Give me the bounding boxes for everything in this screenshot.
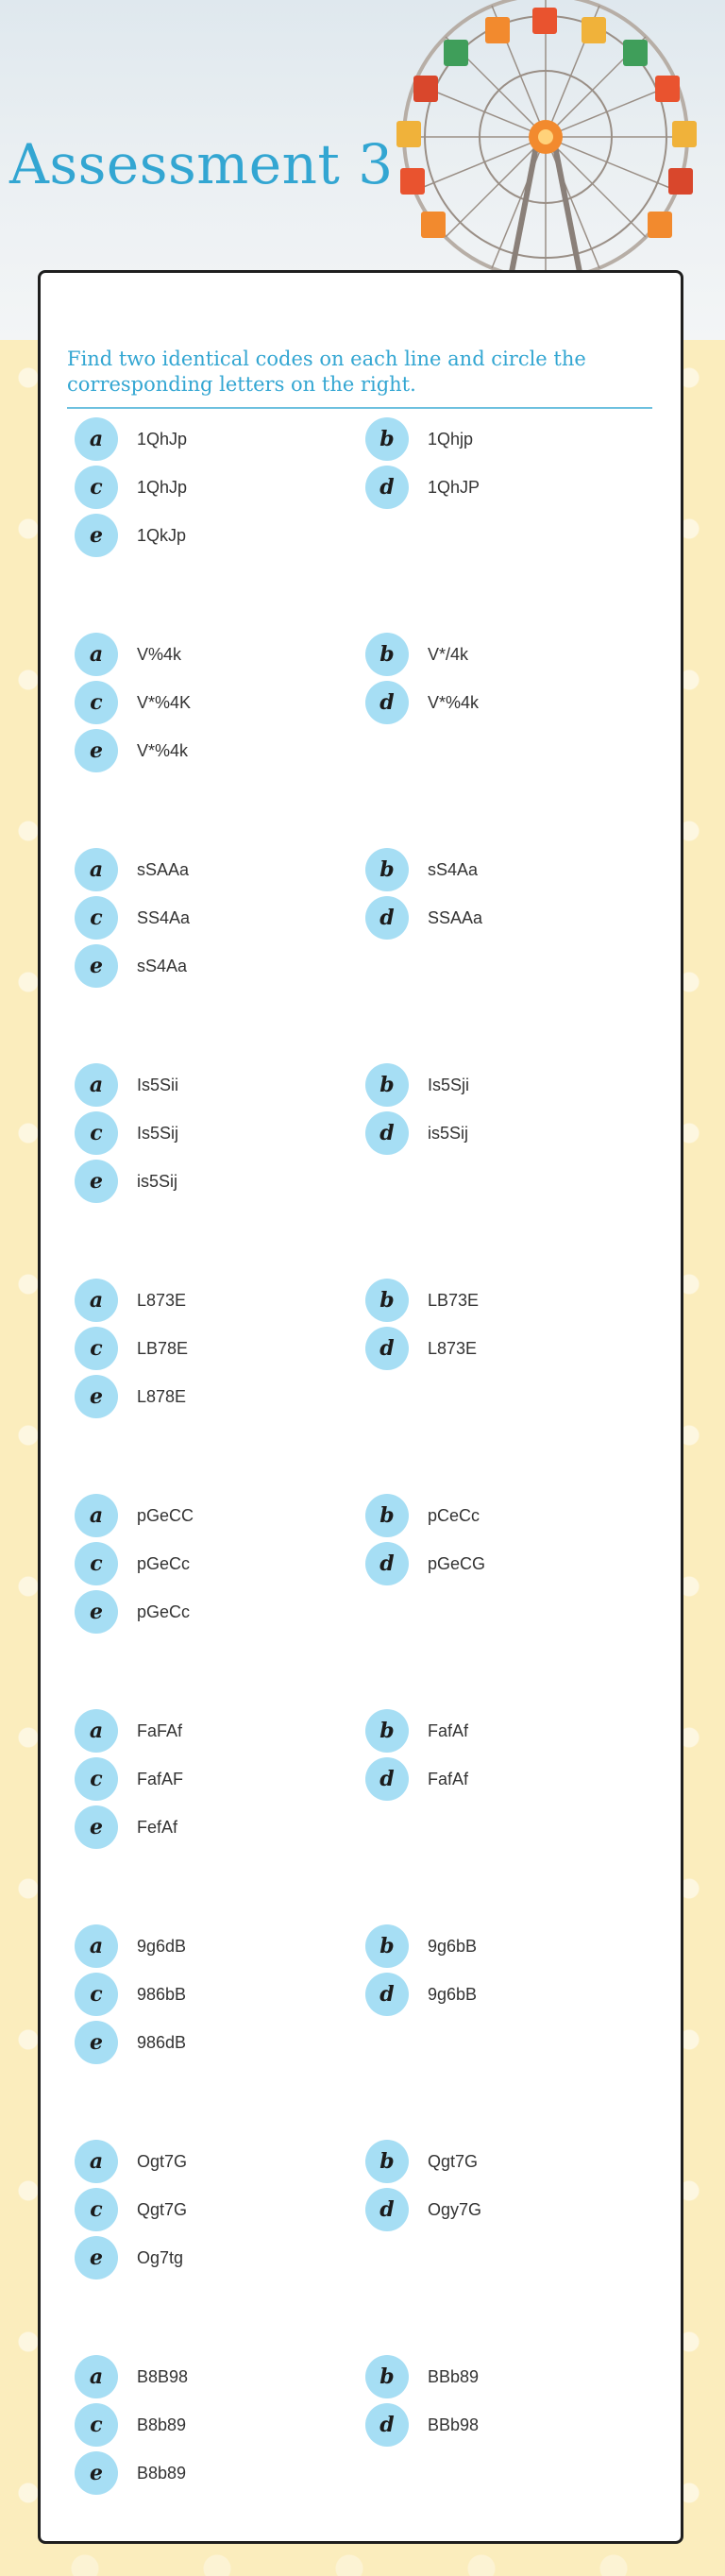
option-d[interactable] [365, 1541, 485, 1586]
option-code: FafAf [428, 1769, 469, 1788]
option-c[interactable] [75, 1541, 190, 1586]
option-code: V%4k [137, 644, 182, 664]
option-code: pCeCc [428, 1505, 481, 1525]
option-code: FaFAf [137, 1720, 183, 1740]
option-letter-bubble[interactable]: d [365, 896, 409, 940]
option-code: 1QhJp [137, 477, 188, 497]
option-e[interactable] [75, 1374, 186, 1419]
option-d[interactable] [365, 2402, 479, 2448]
option-letter-bubble[interactable]: b [365, 633, 409, 676]
option-letter-bubble[interactable]: a [75, 2140, 118, 2183]
option-b[interactable] [365, 2354, 479, 2399]
option-e[interactable] [75, 943, 187, 989]
option-e[interactable] [75, 2020, 186, 2065]
option-b[interactable] [365, 847, 478, 892]
option-code: 9g6bB [428, 1936, 478, 1956]
question-9 [41, 2139, 686, 2290]
option-code: 9g6dB [137, 1936, 187, 1956]
option-d[interactable] [365, 2187, 481, 2232]
option-letter-bubble[interactable]: a [75, 1279, 118, 1322]
option-c[interactable] [75, 1972, 186, 2017]
option-code: 1Qhjp [428, 429, 474, 449]
option-letter-bubble[interactable]: a [75, 1709, 118, 1753]
question-4 [41, 1062, 686, 1213]
option-letter-bubble[interactable]: d [365, 2188, 409, 2231]
option-code: is5Sij [428, 1123, 469, 1143]
option-code: Is5Sii [137, 1075, 179, 1094]
option-letter-bubble[interactable]: a [75, 633, 118, 676]
option-e[interactable] [75, 728, 188, 773]
instructions-text: Find two identical codes on each line and circle the corresponding letters on the right. [67, 347, 652, 409]
option-letter-bubble[interactable]: d [365, 1327, 409, 1370]
option-b[interactable] [365, 1278, 479, 1323]
option-a[interactable] [75, 1708, 182, 1754]
option-letter-bubble[interactable]: e [75, 1160, 118, 1203]
option-code: 1QhJP [428, 477, 481, 497]
option-d[interactable] [365, 1972, 477, 2017]
option-letter-bubble[interactable]: a [75, 417, 118, 461]
option-d[interactable] [365, 680, 479, 725]
option-a[interactable] [75, 632, 181, 677]
option-letter-bubble[interactable]: e [75, 2021, 118, 2064]
option-code: L878E [137, 1386, 187, 1406]
question-1 [41, 416, 686, 568]
option-a[interactable] [75, 1062, 178, 1108]
option-letter-bubble[interactable]: e [75, 1805, 118, 1849]
option-code: SS4Aa [137, 907, 191, 927]
option-letter-bubble[interactable]: c [75, 1327, 118, 1370]
option-b[interactable] [365, 2139, 478, 2184]
option-e[interactable] [75, 513, 186, 558]
option-e[interactable] [75, 2450, 186, 2496]
option-letter-bubble[interactable]: b [365, 1063, 409, 1107]
option-letter-bubble[interactable]: e [75, 1375, 118, 1418]
option-code: 1QkJp [137, 525, 187, 545]
question-3 [41, 847, 686, 998]
option-code: sS4Aa [137, 956, 188, 975]
option-d[interactable] [365, 465, 480, 510]
option-code: 1QhJp [137, 429, 188, 449]
option-a[interactable] [75, 1924, 186, 1969]
option-letter-bubble[interactable]: e [75, 514, 118, 557]
option-code: Ogt7G [137, 2151, 188, 2171]
option-code: BBb98 [428, 2415, 480, 2434]
option-d[interactable] [365, 1326, 477, 1371]
option-code: Is5Sji [428, 1075, 470, 1094]
option-c[interactable] [75, 895, 190, 941]
option-code: FafAf [428, 1720, 469, 1740]
option-e[interactable] [75, 1805, 177, 1850]
option-code: sS4Aa [428, 859, 479, 879]
question-7 [41, 1708, 686, 1859]
option-letter-bubble[interactable]: d [365, 466, 409, 509]
option-letter-bubble[interactable]: a [75, 1063, 118, 1107]
option-c[interactable] [75, 2402, 186, 2448]
option-a[interactable] [75, 2139, 187, 2184]
option-code: FefAf [137, 1817, 178, 1837]
option-code: pGeCc [137, 1553, 191, 1573]
option-letter-bubble[interactable]: c [75, 1973, 118, 2016]
option-c[interactable] [75, 1756, 183, 1802]
option-letter-bubble[interactable]: e [75, 2451, 118, 2495]
option-letter-bubble[interactable]: b [365, 1709, 409, 1753]
option-e[interactable] [75, 2235, 183, 2280]
option-c[interactable] [75, 1326, 188, 1371]
option-code: V*%4k [137, 740, 189, 760]
option-letter-bubble[interactable]: d [365, 1973, 409, 2016]
option-letter-bubble[interactable]: d [365, 1757, 409, 1801]
option-code: is5Sij [137, 1171, 178, 1191]
option-a[interactable] [75, 1278, 186, 1323]
option-c[interactable] [75, 680, 191, 725]
option-letter-bubble[interactable]: e [75, 1590, 118, 1634]
worksheet-card [38, 270, 683, 2544]
option-code: V*%4K [137, 692, 192, 712]
option-e[interactable] [75, 1159, 177, 1204]
option-b[interactable] [365, 416, 473, 462]
option-code: V*/4k [428, 644, 469, 664]
option-b[interactable] [365, 1493, 480, 1538]
option-letter-bubble[interactable]: b [365, 1924, 409, 1968]
option-letter-bubble[interactable]: b [365, 417, 409, 461]
option-code: Is5Sij [137, 1123, 179, 1143]
option-e[interactable] [75, 1589, 190, 1635]
option-letter-bubble[interactable]: e [75, 944, 118, 988]
option-letter-bubble[interactable]: d [365, 1111, 409, 1155]
option-code: L873E [428, 1338, 478, 1358]
option-d[interactable] [365, 895, 482, 941]
option-letter-bubble[interactable]: b [365, 1494, 409, 1537]
option-letter-bubble[interactable]: b [365, 2140, 409, 2183]
option-d[interactable] [365, 1756, 468, 1802]
option-code: Og7tg [137, 2247, 184, 2267]
option-code: FafAF [137, 1769, 184, 1788]
option-d[interactable] [365, 1110, 468, 1156]
option-a[interactable] [75, 2354, 188, 2399]
option-b[interactable] [365, 1062, 469, 1108]
option-code: Qgt7G [428, 2151, 479, 2171]
option-letter-bubble[interactable]: c [75, 466, 118, 509]
option-b[interactable] [365, 1924, 477, 1969]
option-code: BBb89 [428, 2366, 480, 2386]
option-code: 986dB [137, 2032, 187, 2052]
option-letter-bubble[interactable]: c [75, 2188, 118, 2231]
option-letter-bubble[interactable]: b [365, 848, 409, 891]
option-a[interactable] [75, 416, 187, 462]
option-letter-bubble[interactable]: c [75, 2403, 118, 2447]
option-b[interactable] [365, 1708, 468, 1754]
option-code: LB73E [428, 1290, 480, 1310]
option-code: 986bB [137, 1984, 187, 2004]
option-code: 9g6bB [428, 1984, 478, 2004]
option-code: pGeCC [137, 1505, 194, 1525]
option-code: pGeCG [428, 1553, 486, 1573]
option-letter-bubble[interactable]: a [75, 2355, 118, 2398]
option-letter-bubble[interactable]: c [75, 681, 118, 724]
option-b[interactable] [365, 632, 468, 677]
question-2 [41, 632, 686, 783]
question-6 [41, 1493, 686, 1644]
option-letter-bubble[interactable]: c [75, 896, 118, 940]
option-code: B8b89 [137, 2415, 187, 2434]
option-a[interactable] [75, 1493, 194, 1538]
option-letter-bubble[interactable]: e [75, 2236, 118, 2279]
option-letter-bubble[interactable]: c [75, 1111, 118, 1155]
option-letter-bubble[interactable]: e [75, 729, 118, 772]
option-letter-bubble[interactable]: b [365, 1279, 409, 1322]
option-letter-bubble[interactable]: a [75, 848, 118, 891]
option-letter-bubble[interactable]: c [75, 1757, 118, 1801]
option-a[interactable] [75, 847, 189, 892]
option-code: V*%4k [428, 692, 480, 712]
option-letter-bubble[interactable]: d [365, 1542, 409, 1585]
option-c[interactable] [75, 2187, 187, 2232]
question-5 [41, 1278, 686, 1429]
option-letter-bubble[interactable]: a [75, 1924, 118, 1968]
option-code: L873E [137, 1290, 187, 1310]
option-code: sSAAa [137, 859, 190, 879]
option-code: SSAAa [428, 907, 483, 927]
option-code: Ogy7G [428, 2199, 482, 2219]
option-code: pGeCc [137, 1602, 191, 1621]
option-code: LB78E [137, 1338, 189, 1358]
option-letter-bubble[interactable]: c [75, 1542, 118, 1585]
page-title: Assessment 3 [9, 132, 394, 196]
option-c[interactable] [75, 465, 187, 510]
option-code: Qgt7G [137, 2199, 188, 2219]
option-code: B8b89 [137, 2463, 187, 2483]
option-c[interactable] [75, 1110, 178, 1156]
question-10 [41, 2354, 686, 2505]
option-code: B8B98 [137, 2366, 189, 2386]
question-8 [41, 1924, 686, 2075]
option-letter-bubble[interactable]: d [365, 2403, 409, 2447]
option-letter-bubble[interactable]: a [75, 1494, 118, 1537]
option-letter-bubble[interactable]: b [365, 2355, 409, 2398]
option-letter-bubble[interactable]: d [365, 681, 409, 724]
